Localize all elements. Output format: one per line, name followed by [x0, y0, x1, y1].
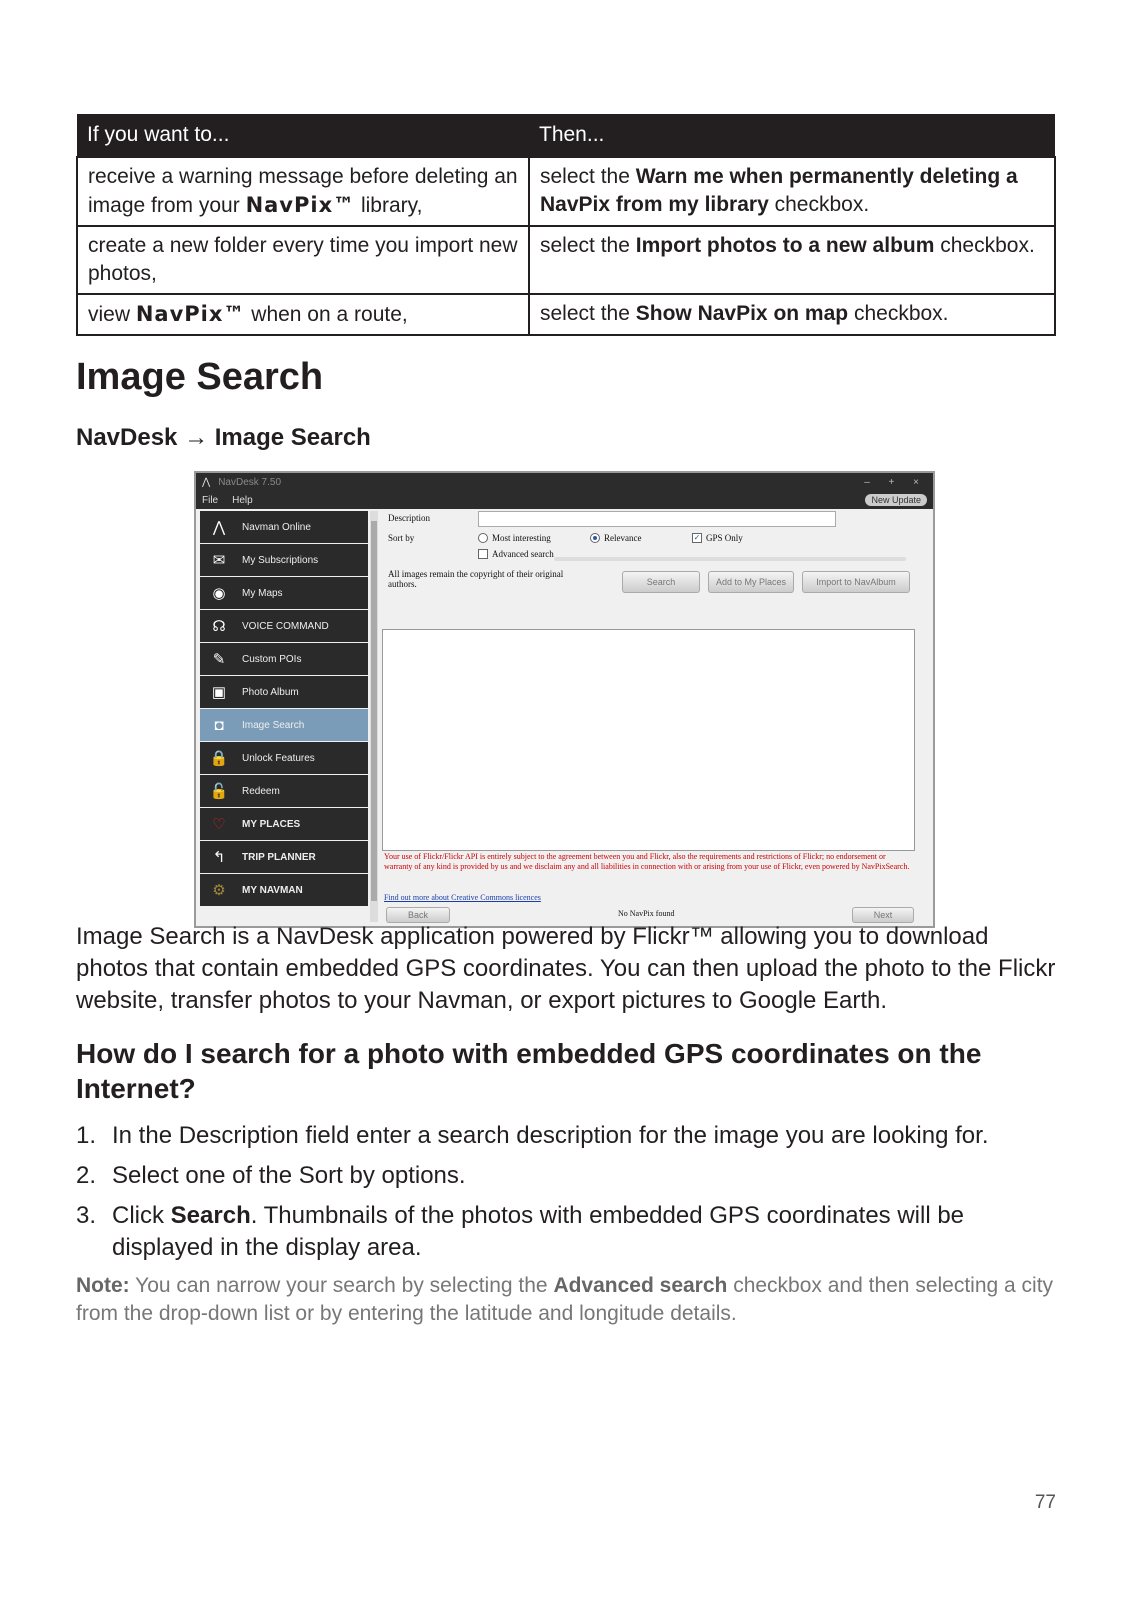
sidebar-item-label: Navman Online: [242, 521, 311, 533]
steps-list: [76, 1120, 1056, 1272]
step-text-part: . Thumbnails of the photos with embedded GPS coordinates will be displayed in the display area.: [112, 1202, 965, 1261]
scrollbar-thumb[interactable]: [371, 521, 377, 901]
sidebar-item-label: TRIP PLANNER: [242, 851, 316, 863]
sort-option-most-interesting[interactable]: [478, 533, 551, 543]
table-cell: [529, 226, 1055, 294]
cell-text: receive a warning message before deleting an image from your: [88, 165, 518, 217]
status-text: No NavPix found: [618, 909, 675, 918]
sidebar-scrollbar[interactable]: [370, 511, 378, 922]
table-cell: [529, 157, 1055, 226]
cell-text: view: [88, 303, 136, 326]
sidebar-item-photo-album[interactable]: [200, 676, 368, 708]
step-text: [112, 1160, 466, 1192]
copyright-note: All images remain the copyright of their original authors.: [388, 569, 564, 589]
step-bold-text: Search: [170, 1202, 251, 1229]
sidebar-item-label: Redeem: [242, 785, 280, 797]
breadcrumb: NavDesk → Image Search: [76, 424, 371, 451]
results-display-area[interactable]: [382, 629, 915, 851]
table-cell: [77, 157, 529, 226]
new-update-button[interactable]: New Update: [865, 494, 927, 506]
menu-help[interactable]: Help: [232, 494, 253, 506]
question-heading: How do I search for a photo with embedded GPS coordinates on the Internet?: [76, 1038, 982, 1104]
lock-icon: 🔒: [209, 750, 229, 767]
sidebar-item-my-navman[interactable]: [200, 874, 368, 906]
step-number: 3.: [76, 1202, 97, 1229]
sidebar: [200, 511, 368, 907]
note-label: Note:: [76, 1274, 130, 1297]
cell-text: checkbox.: [848, 302, 949, 325]
sidebar-item-label: My Maps: [242, 587, 283, 599]
creative-commons-link[interactable]: Find out more about Creative Commons licences: [384, 893, 541, 902]
sidebar-item-label: MY PLACES: [242, 818, 301, 830]
description-label: Description: [388, 513, 430, 523]
advanced-search-checkbox[interactable]: [478, 549, 488, 559]
radio-relevance[interactable]: [590, 533, 600, 543]
navdesk-screenshot: [194, 471, 935, 928]
table-cell: [529, 294, 1055, 335]
photo-album-icon: ▣: [211, 684, 227, 701]
step-text-part: Select one of the Sort by options.: [112, 1162, 466, 1189]
cell-text: select the: [540, 165, 636, 188]
back-button[interactable]: Back: [386, 907, 450, 923]
sort-by-row: [388, 533, 414, 543]
table-row: [77, 157, 1055, 226]
step-number: 2.: [76, 1162, 97, 1189]
table-row: [77, 226, 1055, 294]
advanced-search-option[interactable]: [478, 549, 554, 559]
sort-by-label: Sort by: [388, 533, 415, 543]
cell-bold-text: Show NavPix on map: [635, 302, 849, 325]
compass-icon: ◉: [212, 585, 226, 602]
divider: [554, 557, 906, 561]
radio-most-interesting[interactable]: [478, 533, 488, 543]
redeem-icon: 🔓: [209, 783, 229, 800]
list-item: [76, 1120, 1056, 1152]
sidebar-item-label: Image Search: [242, 719, 305, 731]
cell-text: select the: [540, 302, 636, 325]
table-header-then: Then...: [529, 114, 1055, 157]
table-cell: [77, 226, 529, 294]
cell-text: when on a route,: [245, 303, 408, 326]
sidebar-item-label: Photo Album: [242, 686, 299, 698]
sidebar-item-label: My Subscriptions: [242, 554, 319, 566]
next-button[interactable]: Next: [852, 907, 914, 923]
poi-icon: ✎: [212, 651, 226, 668]
menu-bar: [196, 491, 933, 509]
camera-icon: ◘: [214, 716, 224, 734]
cell-text: checkbox.: [934, 234, 1035, 257]
window-controls[interactable]: – + ×: [864, 476, 927, 488]
table-row: [77, 294, 1055, 335]
list-item: [76, 1160, 1056, 1192]
section-title: Image Search: [76, 356, 324, 398]
window-title: NavDesk 7.50: [218, 476, 282, 488]
step-text: [112, 1200, 1056, 1264]
flickr-legal-notice: Your use of Flickr/Flickr API is entirely subject to the agreement between you and Flickr, also the requirements and restrictions of Flickr; no endorsement or warranty of any kind is provided by us and we disclaim any and all liabilities in connection with or arising from your use of Flickr, even powered by NavPixSearch.: [384, 852, 910, 871]
image-search-panel: [382, 509, 929, 926]
sidebar-item-voice-command[interactable]: [200, 610, 368, 642]
navpix-brand: NavPix™: [135, 302, 246, 326]
sidebar-item-label: MY NAVMAN: [242, 884, 303, 896]
import-to-navalbum-button[interactable]: Import to NavAlbum: [802, 571, 910, 593]
sidebar-item-my-places[interactable]: [200, 808, 368, 840]
page-number: 77: [1034, 1492, 1056, 1513]
sidebar-item-label: Unlock Features: [242, 752, 315, 764]
cell-text: select the: [540, 234, 636, 257]
sidebar-item-my-subscriptions[interactable]: [200, 544, 368, 576]
sidebar-item-label: VOICE COMMAND: [242, 620, 329, 632]
navman-logo-icon: ⋀: [212, 519, 226, 536]
cell-bold-text: Warn me when permanently deleting a NavPix from my library: [540, 165, 1018, 216]
step-number: 1.: [76, 1122, 97, 1149]
app-logo-icon: ⋀: [202, 476, 211, 488]
note-bold-text: Advanced search: [553, 1274, 728, 1297]
menu-file[interactable]: File: [202, 494, 219, 506]
intro-paragraph: Image Search is a NavDesk application powered by Flickr™ allowing you to download photos that contain embedded GPS coordinates. You can then upload the photo to the Flickr website, transfer photos to your Navman, or export pictures to Google Earth.: [76, 923, 1056, 1014]
description-input[interactable]: [478, 511, 836, 527]
sidebar-item-navman-online[interactable]: [200, 511, 368, 543]
description-row: [388, 513, 430, 523]
sidebar-item-my-maps[interactable]: [200, 577, 368, 609]
window-titlebar: [196, 473, 933, 491]
step-text-part: In the Description field enter a search description for the image you are looking for.: [112, 1122, 989, 1149]
note-text: You can narrow your search by selecting the: [129, 1274, 554, 1297]
table-cell: [77, 294, 529, 335]
voice-icon: ☊: [212, 618, 226, 635]
envelope-icon: ✉: [212, 552, 226, 569]
gear-icon: ⚙: [212, 882, 226, 899]
gps-only-label: GPS Only: [706, 533, 743, 543]
cell-text: create a new folder every time you import new photos,: [88, 234, 518, 285]
sidebar-item-redeem[interactable]: [200, 775, 368, 807]
sort-option-relevance[interactable]: [590, 533, 641, 543]
sort-option-label: Most interesting: [492, 533, 551, 543]
list-item: [76, 1200, 1056, 1264]
navpix-brand: NavPix™: [245, 193, 356, 217]
sidebar-item-label: Custom POIs: [242, 653, 302, 665]
sort-option-label: Relevance: [604, 533, 642, 543]
note-text: checkbox and then selecting a city from the drop-down list or by entering the latitude and longitude details.: [76, 1274, 1054, 1325]
options-table: [76, 114, 1056, 336]
table-header-want: If you want to...: [77, 114, 529, 157]
search-button[interactable]: Search: [622, 571, 700, 593]
sidebar-item-unlock-features[interactable]: [200, 742, 368, 774]
sidebar-item-trip-planner[interactable]: [200, 841, 368, 873]
step-text: [112, 1120, 988, 1152]
cell-text: checkbox.: [768, 193, 870, 216]
note-paragraph: [76, 1272, 1056, 1328]
cell-text: library,: [355, 194, 423, 217]
sidebar-item-custom-pois[interactable]: [200, 643, 368, 675]
route-icon: ↰: [212, 849, 226, 866]
gps-only-checkbox[interactable]: ✓: [693, 533, 701, 542]
advanced-search-label: Advanced search: [492, 549, 554, 559]
sidebar-item-image-search[interactable]: [200, 709, 368, 741]
heart-icon: ♡: [212, 816, 226, 833]
gps-only-option[interactable]: [692, 533, 743, 543]
step-text-part: Click: [112, 1202, 171, 1229]
cell-bold-text: Import photos to a new album: [635, 234, 935, 257]
add-to-my-places-button[interactable]: Add to My Places: [708, 571, 794, 593]
